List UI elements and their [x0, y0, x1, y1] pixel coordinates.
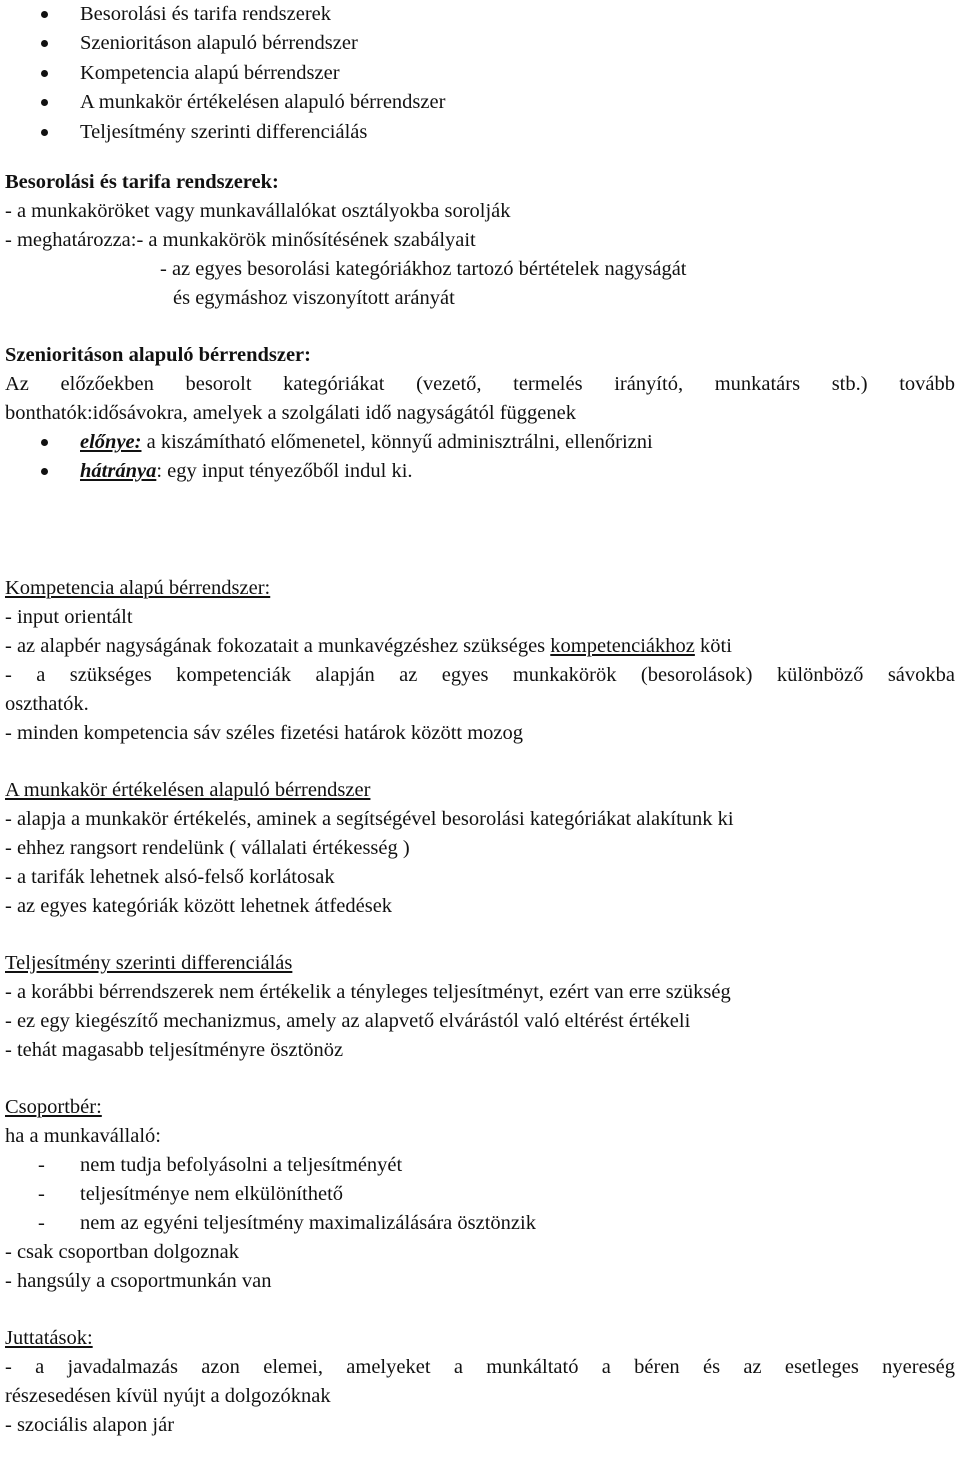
list-item: [5, 1151, 955, 1180]
bullet-icon: [41, 129, 48, 136]
bullet-icon: [41, 70, 48, 77]
text-line: - a munkaköröket vagy munkavállalókat osztályokba sorolják: [5, 199, 511, 222]
toc-item-text: A munkakör értékelésen alapuló bérrendszer: [80, 91, 446, 114]
toc-item-text: Besorolási és tarifa rendszerek: [80, 3, 332, 25]
bullet-icon: [41, 40, 48, 47]
condition-list: [5, 1151, 955, 1238]
text-line: - input orientált: [5, 605, 133, 628]
dash-marker: -: [38, 1182, 45, 1205]
pros-cons-list: [5, 428, 955, 486]
toc-item: [5, 0, 955, 29]
text-line: - hangsúly a csoportmunkán van: [5, 1269, 272, 1292]
list-item: [5, 1180, 955, 1209]
con-item: [5, 457, 955, 486]
toc-item-text: Kompetencia alapú bérrendszer: [80, 61, 340, 84]
text-line: - meghatározza:- a munkakörök minősítésének szabályait: [5, 228, 476, 251]
section-heading: Csoportbér:: [5, 1095, 102, 1118]
text-line: - szociális alapon jár: [5, 1413, 175, 1436]
text-line: - a szükséges kompetenciák alapján az egyes munkakörök (besorolások) különböző sávokba: [5, 663, 955, 686]
con-label: hátránya: [80, 459, 157, 482]
text-line: és egymáshoz viszonyított arányát: [173, 286, 455, 309]
list-item-text: teljesítménye nem elkülöníthető: [80, 1182, 344, 1205]
text-line: - a javadalmazás azon elemei, amelyeket a munkáltató a béren és az esetleges nyereség: [5, 1355, 955, 1378]
section-juttatasok: [5, 1324, 955, 1440]
section-besorolasi: [5, 168, 955, 313]
bullet-icon: [41, 468, 48, 475]
text-line: - tehát magasabb teljesítményre ösztönöz: [5, 1038, 344, 1061]
kompetenciakhoz-link[interactable]: kompetenciákhoz: [550, 634, 695, 657]
text-segment: köti: [694, 634, 732, 657]
text-line: - az egyes besorolási kategóriákhoz tartozó bértételek nagyságát: [160, 257, 687, 280]
text-line: oszthatók.: [5, 692, 89, 715]
section-heading: A munkakör értékelésen alapuló bérrendszer: [5, 778, 371, 801]
text-line: Az előzőekben besorolt kategóriákat (vezető, termelés irányító, munkatárs stb.) tovább: [5, 372, 955, 395]
section-szenioritas: [5, 341, 955, 486]
section-heading: Szenioritáson alapuló bérrendszer:: [5, 343, 311, 366]
section-heading: Kompetencia alapú bérrendszer:: [5, 576, 271, 599]
text-line: - ez egy kiegészítő mechanizmus, amely az alapvető elvárástól való eltérést értékeli: [5, 1009, 691, 1032]
text-line: [5, 632, 955, 661]
text-line: bonthatók:idősávokra, amelyek a szolgálati idő nagyságától függenek: [5, 401, 576, 424]
dash-marker: -: [38, 1211, 45, 1234]
text-segment: - az alapbér nagyságának fokozatait a munkavégzéshez szükséges: [5, 634, 551, 657]
section-heading: Teljesítmény szerinti differenciálás: [5, 951, 293, 974]
text-line: részesedésen kívül nyújt a dolgozóknak: [5, 1384, 331, 1407]
pro-label: előnye:: [80, 430, 142, 453]
pro-item: [5, 428, 955, 457]
dash-marker: -: [38, 1153, 45, 1176]
list-item: [5, 1209, 955, 1238]
bullet-icon: [41, 11, 48, 18]
toc-item: [5, 29, 955, 58]
toc-item-text: Teljesítmény szerinti differenciálás: [80, 120, 368, 143]
pro-text: a kiszámítható előmenetel, könnyű adminisztrálni, ellenőrizni: [141, 430, 653, 453]
text-line: - a tarifák lehetnek alsó-felső korlátosak: [5, 865, 335, 888]
toc-item: [5, 118, 955, 147]
text-line: - az egyes kategóriák között lehetnek átfedések: [5, 894, 393, 917]
toc-item: [5, 59, 955, 88]
section-munkakor: [5, 776, 955, 921]
section-teljesitmeny: [5, 949, 955, 1065]
list-item-text: nem az egyéni teljesítmény maximalizálására ösztönzik: [80, 1211, 536, 1234]
text-line: - alapja a munkakör értékelés, aminek a segítségével besorolási kategóriákat alakítunk ki: [5, 807, 734, 830]
bullet-icon: [41, 99, 48, 106]
text-line: - a korábbi bérrendszerek nem értékelik a tényleges teljesítményt, ezért van erre szükség: [5, 980, 731, 1003]
con-text: : egy input tényezőből indul ki.: [156, 459, 413, 482]
list-item-text: nem tudja befolyásolni a teljesítményét: [80, 1153, 403, 1176]
toc-item: [5, 88, 955, 117]
section-csoportber: [5, 1093, 955, 1296]
bullet-icon: [41, 439, 48, 446]
text-line: - csak csoportban dolgoznak: [5, 1240, 239, 1263]
text-line: - ehhez rangsort rendelünk ( vállalati értékesség ): [5, 836, 410, 859]
document-page: [5, 0, 955, 1440]
toc-list: [5, 0, 955, 147]
section-kompetencia: [5, 574, 955, 748]
section-heading: Besorolási és tarifa rendszerek:: [5, 170, 279, 193]
toc-item-text: Szenioritáson alapuló bérrendszer: [80, 32, 358, 55]
text-line: - minden kompetencia sáv széles fizetési határok között mozog: [5, 721, 524, 744]
section-heading: Juttatások:: [5, 1326, 93, 1349]
text-line: ha a munkavállaló:: [5, 1124, 161, 1147]
